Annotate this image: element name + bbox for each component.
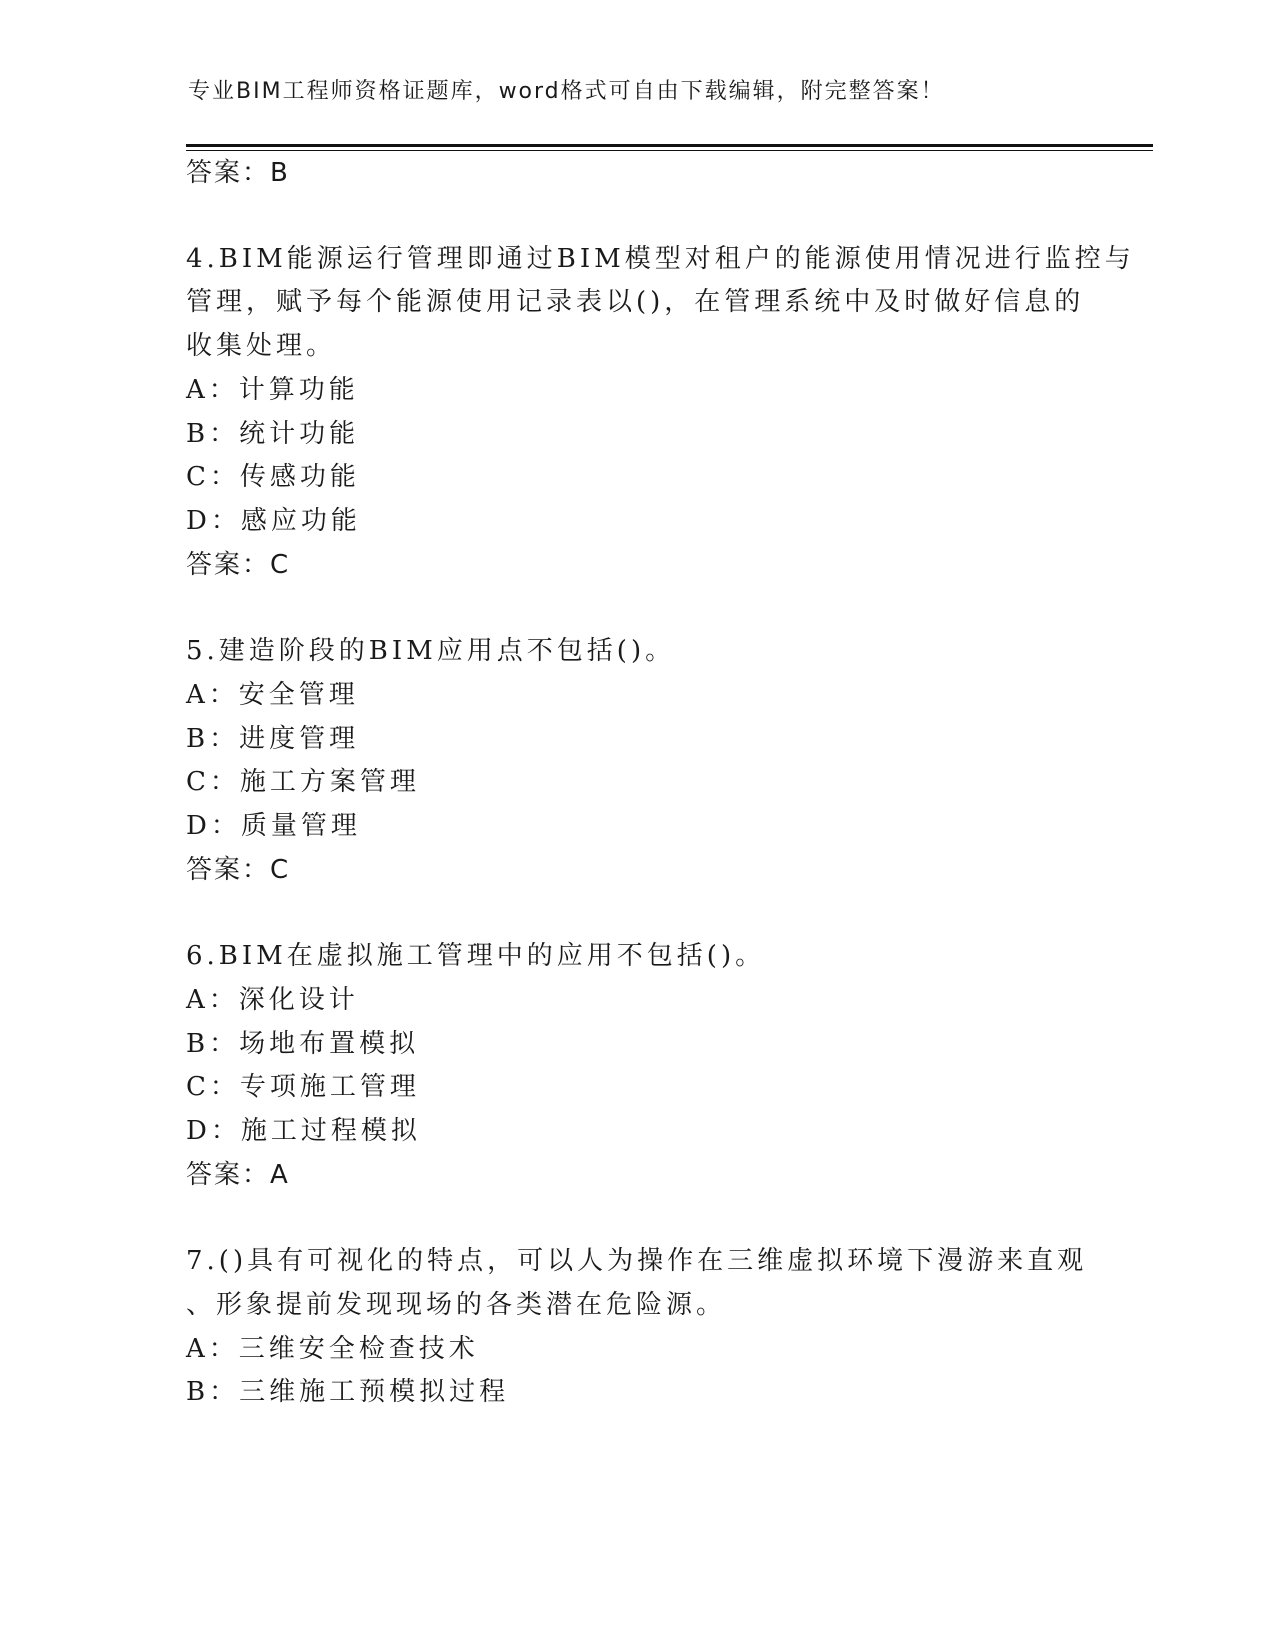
option-b: B：场地布置模拟: [186, 1029, 420, 1059]
option-a: A：三维安全检查技术: [186, 1334, 479, 1364]
option-c: C：专项施工管理: [186, 1072, 420, 1102]
option-d: D：感应功能: [186, 506, 361, 536]
answer: 答案：C: [186, 550, 291, 580]
question-stem-line: 6.BIM在虚拟施工管理中的应用不包括()。: [186, 941, 766, 971]
question-stem-line: 7.()具有可视化的特点，可以人为操作在三维虚拟环境下漫游来直观: [186, 1246, 1088, 1276]
header-rule-thick: [186, 144, 1153, 147]
question-stem-line: 管理，赋予每个能源使用记录表以()，在管理系统中及时做好信息的: [186, 287, 1085, 317]
question-stem-line: 5.建造阶段的BIM应用点不包括()。: [186, 636, 676, 666]
answer: 答案：A: [186, 1160, 290, 1190]
option-c: C：传感功能: [186, 462, 360, 492]
question-stem-line: 4.BIM能源运行管理即通过BIM模型对租户的能源使用情况进行监控与: [186, 244, 1135, 274]
question-stem-line: 、形象提前发现现场的各类潜在危险源。: [186, 1290, 727, 1320]
header-rule-thin: [186, 150, 1153, 151]
option-b: B：三维施工预模拟过程: [186, 1377, 510, 1407]
page-header: 专业BIM工程师资格证题库，word格式可自由下载编辑，附完整答案！: [188, 79, 945, 104]
option-b: B：统计功能: [186, 419, 360, 449]
option-d: D：施工过程模拟: [186, 1116, 421, 1146]
option-d: D：质量管理: [186, 811, 361, 841]
option-a: A：安全管理: [186, 680, 359, 710]
question-stem-line: 收集处理。: [186, 331, 337, 361]
option-a: A：计算功能: [186, 375, 359, 405]
option-b: B：进度管理: [186, 724, 360, 754]
answer: 答案：C: [186, 855, 291, 885]
option-a: A：深化设计: [186, 985, 359, 1015]
previous-answer: 答案：B: [186, 158, 290, 188]
option-c: C：施工方案管理: [186, 767, 420, 797]
